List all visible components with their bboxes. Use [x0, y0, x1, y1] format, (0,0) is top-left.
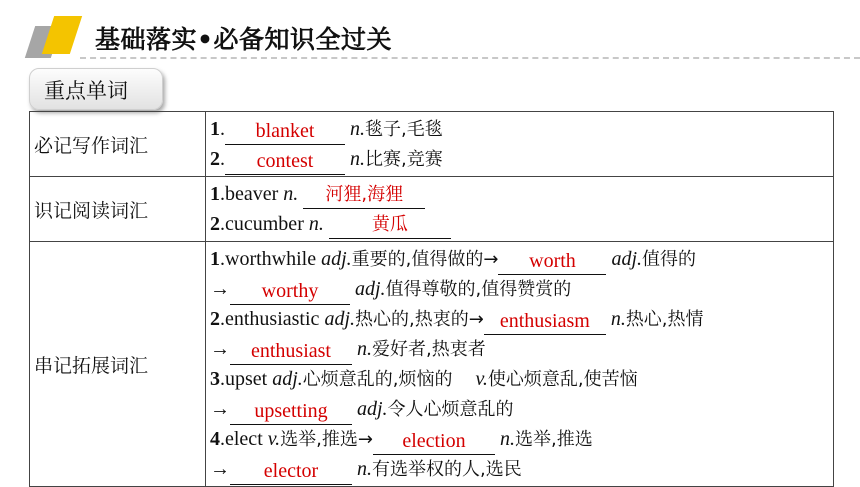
answer-blank: blanket: [225, 118, 345, 145]
category-label: 必记写作词汇: [30, 112, 206, 177]
answer-blank: enthusiast: [230, 338, 352, 365]
answer-blank: enthusiasm: [484, 308, 606, 335]
category-label: 串记拓展词汇: [30, 242, 206, 487]
answer-blank: election: [373, 428, 495, 455]
vocab-table: [29, 111, 834, 487]
answer-blank: elector: [230, 458, 352, 485]
list-item: 2. contest n.比赛,竞赛: [210, 144, 829, 174]
page-title: 基础落实•必备知识全过关: [95, 25, 392, 54]
answer-blank: upsetting: [230, 398, 352, 425]
category-label: 识记阅读词汇: [30, 177, 206, 242]
answer-blank: worth: [498, 248, 606, 275]
list-item: 4.elect v.选举,推选→ election n.选举,推选: [210, 424, 829, 454]
list-item: 2.cucumber n. 黄瓜: [210, 209, 829, 239]
header-divider: [80, 57, 860, 59]
answer-blank: 河狸,海狸: [303, 182, 425, 209]
list-item: → worthy adj.值得尊敬的,值得赞赏的: [210, 274, 829, 304]
table-row: [30, 242, 834, 487]
list-item: 2.enthusiastic adj.热心的,热衷的→ enthusiasm n.热心,热情: [210, 304, 829, 334]
list-item: → upsetting adj.令人心烦意乱的: [210, 394, 829, 424]
list-item: 3.upset adj.心烦意乱的,烦恼的 v.使心烦意乱,使苦恼: [210, 368, 638, 390]
answer-blank: worthy: [230, 278, 350, 305]
section-tag-label: 重点单词: [44, 79, 128, 103]
table-row: [30, 177, 834, 242]
list-item: 1.beaver n. 河狸,海狸: [210, 179, 829, 209]
list-item: 1.worthwhile adj.重要的,值得做的→ worth adj.值得的: [210, 244, 829, 274]
header-decoration-gold: [42, 16, 82, 54]
list-item: → enthusiast n.爱好者,热衷者: [210, 334, 829, 364]
table-row: [30, 112, 834, 177]
list-item: → elector n.有选举权的人,选民: [210, 454, 829, 484]
answer-blank: 黄瓜: [329, 212, 451, 239]
answer-blank: contest: [225, 148, 345, 175]
list-item: 1. blanket n.毯子,毛毯: [210, 114, 829, 144]
